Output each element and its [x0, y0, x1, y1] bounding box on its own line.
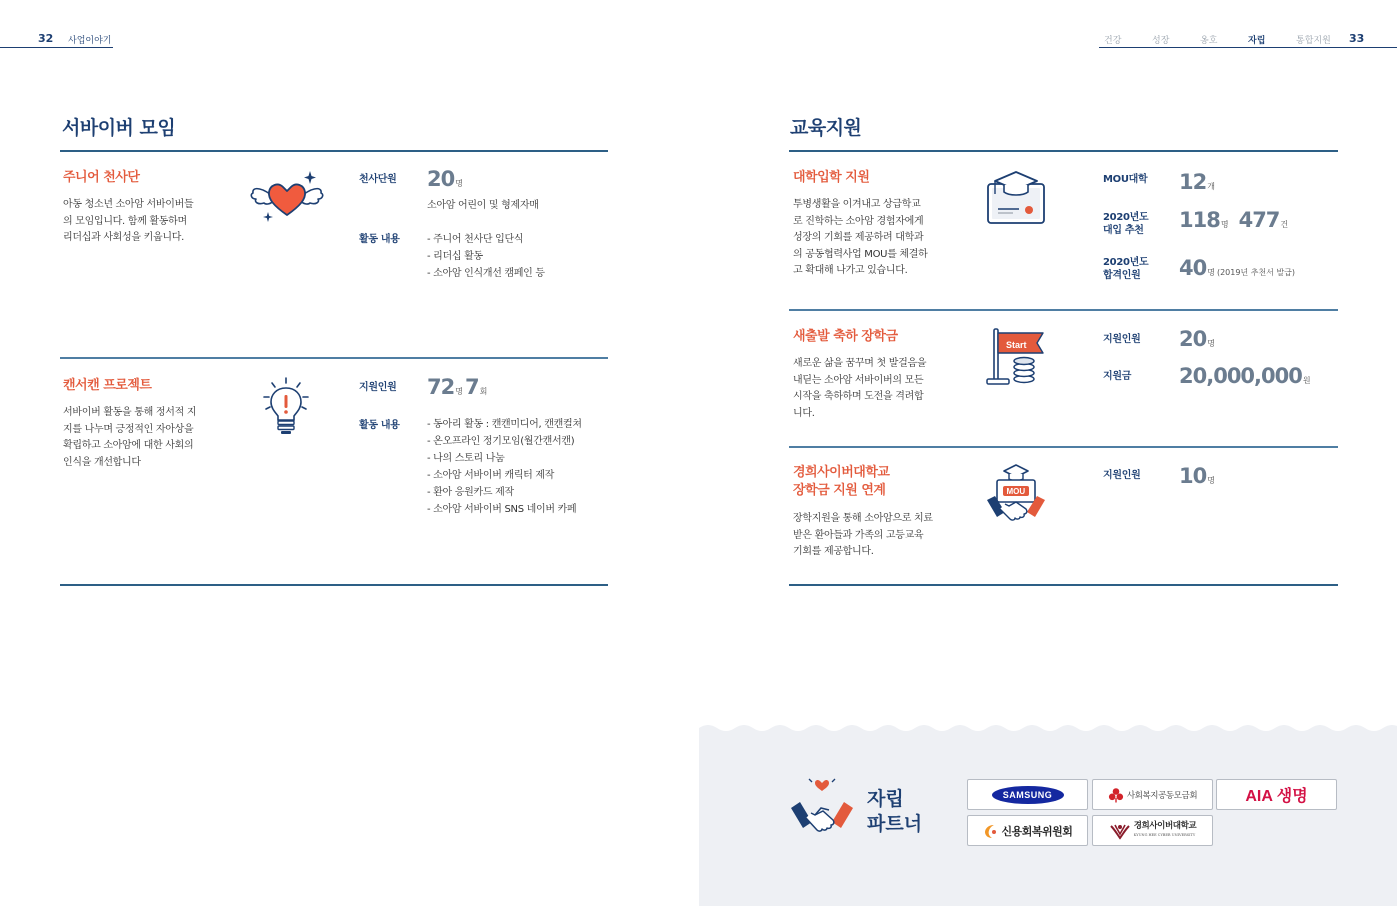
- list-item: - 동아리 활동 : 캔캔미디어, 캔캔컬쳐: [427, 419, 582, 430]
- list-item: - 리더십 활동: [427, 251, 483, 262]
- admission-title: 대학입학 지원: [793, 170, 870, 185]
- chapter-nav: [1104, 33, 1344, 47]
- newstart-support-stat: 20명: [1179, 327, 1215, 351]
- header-rule-left: [0, 47, 113, 48]
- cansecan-desc: 서바이버 활동을 통해 정서적 지 지를 나누며 긍정적인 자아상을 확립하고 소아암에 대한 사회의 인식을 개선합니다: [63, 407, 197, 468]
- svg-text:MOU: MOU: [1006, 487, 1026, 496]
- start-flag-coins-icon: [985, 326, 1047, 388]
- cansecan-activity-label: 활동 내용: [359, 420, 400, 431]
- diploma-cap-icon: [985, 168, 1047, 226]
- junior-member-label: 천사단원: [359, 174, 397, 185]
- junior-angel-title: 주니어 천사단: [63, 170, 140, 185]
- credit-recovery-logo: 신용회복위원회: [967, 815, 1088, 846]
- survivor-section-title: 서바이버 모임: [62, 117, 176, 139]
- mou-handshake-icon: [983, 462, 1049, 526]
- education-top-rule: [789, 150, 1338, 152]
- recommend-stat: 118명 477건: [1179, 208, 1289, 232]
- education-bottom-rule: [789, 584, 1338, 586]
- fruit-icon: [1108, 787, 1124, 803]
- list-item: - 소아암 서바이버 캐릭터 제작: [427, 470, 555, 481]
- junior-member-stat: 20명: [427, 167, 463, 191]
- crest-icon: [1109, 822, 1131, 840]
- nav-item-advocacy[interactable]: 옹호: [1200, 36, 1218, 46]
- list-item: - 온오프라인 정기모임(월간캔서캔): [427, 436, 575, 447]
- nav-item-independence[interactable]: 자립: [1248, 36, 1266, 46]
- kyunghee-logo: 경희사이버대학교 KYUNG HEE CYBER UNIVERSITY: [1092, 815, 1213, 846]
- education-section-title: 교육지원: [790, 117, 862, 139]
- list-item: - 주니어 천사단 입단식: [427, 234, 524, 245]
- community-chest-logo: 사회복지공동모금회: [1092, 779, 1213, 810]
- cyber-title: 경희사이버대학교 장학금 지원 연계: [793, 465, 890, 498]
- newstart-title: 새출발 축하 장학금: [793, 329, 898, 344]
- recommend-label: 2020년도 대입 추천: [1103, 212, 1149, 236]
- mou-stat: 12개: [1179, 170, 1215, 194]
- cyber-support-stat: 10명: [1179, 464, 1215, 488]
- nav-item-integrated[interactable]: 통합지원: [1296, 36, 1331, 46]
- samsung-logo: SAMSUNG: [967, 779, 1088, 810]
- list-item: - 소아암 서바이버 SNS 네이버 카페: [427, 504, 577, 515]
- page-number-right: 33: [1349, 32, 1365, 45]
- mou-label: MOU대학: [1103, 174, 1148, 185]
- cansecan-title: 캔서캔 프로젝트: [63, 378, 152, 393]
- cyber-desc: 장학지원을 통해 소아암으로 치료 받은 환아들과 가족의 고등교육 기회를 제공합니다.: [793, 513, 933, 557]
- header-rule-right: [1099, 47, 1397, 48]
- page-number-left: 32: [38, 32, 54, 45]
- education-rule-1: [789, 309, 1338, 311]
- wave-top-mask: [699, 720, 1397, 734]
- admission-desc: 투병생활을 이겨내고 상급학교 로 진학하는 소아암 경험자에게 성장의 기회를 제공하려 대학과 의 공동협력사업 MOU를 체결하 고 확대해 나가고 있습니다.: [793, 199, 928, 276]
- svg-text:Start: Start: [1006, 340, 1027, 350]
- junior-activity-list: [427, 231, 545, 282]
- junior-activity-label: 활동 내용: [359, 234, 400, 245]
- list-item: - 나의 스토리 나눔: [427, 453, 505, 464]
- education-rule-2: [789, 446, 1338, 448]
- newstart-fund-stat: 20,000,000원: [1179, 364, 1311, 388]
- partners-title: 자립 파트너: [867, 788, 923, 835]
- newstart-desc: 새로운 삶을 꿈꾸며 첫 발걸음을 내딛는 소아암 서바이버의 모든 시작을 축하하며 도전을 격려합 니다.: [793, 358, 927, 419]
- list-item: - 환아 응원카드 제작: [427, 487, 514, 498]
- cansecan-stat: 72명7회: [427, 375, 488, 399]
- pass-stat: 40명 (2019년 추천서 발급): [1179, 256, 1296, 280]
- junior-member-note: 소아암 어린이 및 형제자매: [427, 200, 539, 211]
- cansecan-support-label: 지원인원: [359, 382, 397, 393]
- survivor-top-rule: [60, 150, 608, 152]
- junior-angel-desc: 아동 청소년 소아암 서바이버들 의 모임입니다. 함께 활동하며 리더십과 사회성을 키웁니다.: [63, 199, 194, 243]
- crescent-icon: [983, 823, 999, 839]
- winged-heart-icon: [248, 166, 326, 228]
- list-item: - 소아암 인식개선 캠페인 등: [427, 268, 545, 279]
- section-label: 사업이야기: [68, 36, 112, 46]
- nav-item-health[interactable]: 건강: [1104, 36, 1122, 46]
- lightbulb-icon: [260, 375, 312, 437]
- newstart-support-label: 지원인원: [1103, 334, 1141, 345]
- aia-logo: AIA 생명: [1216, 779, 1337, 810]
- partner-handshake-icon: [788, 778, 856, 838]
- cansecan-activity-list: [427, 416, 582, 518]
- cyber-support-label: 지원인원: [1103, 470, 1141, 481]
- newstart-fund-label: 지원금: [1103, 371, 1132, 382]
- nav-item-growth[interactable]: 성장: [1152, 36, 1170, 46]
- pass-label: 2020년도 합격인원: [1103, 257, 1149, 281]
- survivor-bottom-rule: [60, 584, 608, 586]
- survivor-mid-rule: [60, 357, 608, 359]
